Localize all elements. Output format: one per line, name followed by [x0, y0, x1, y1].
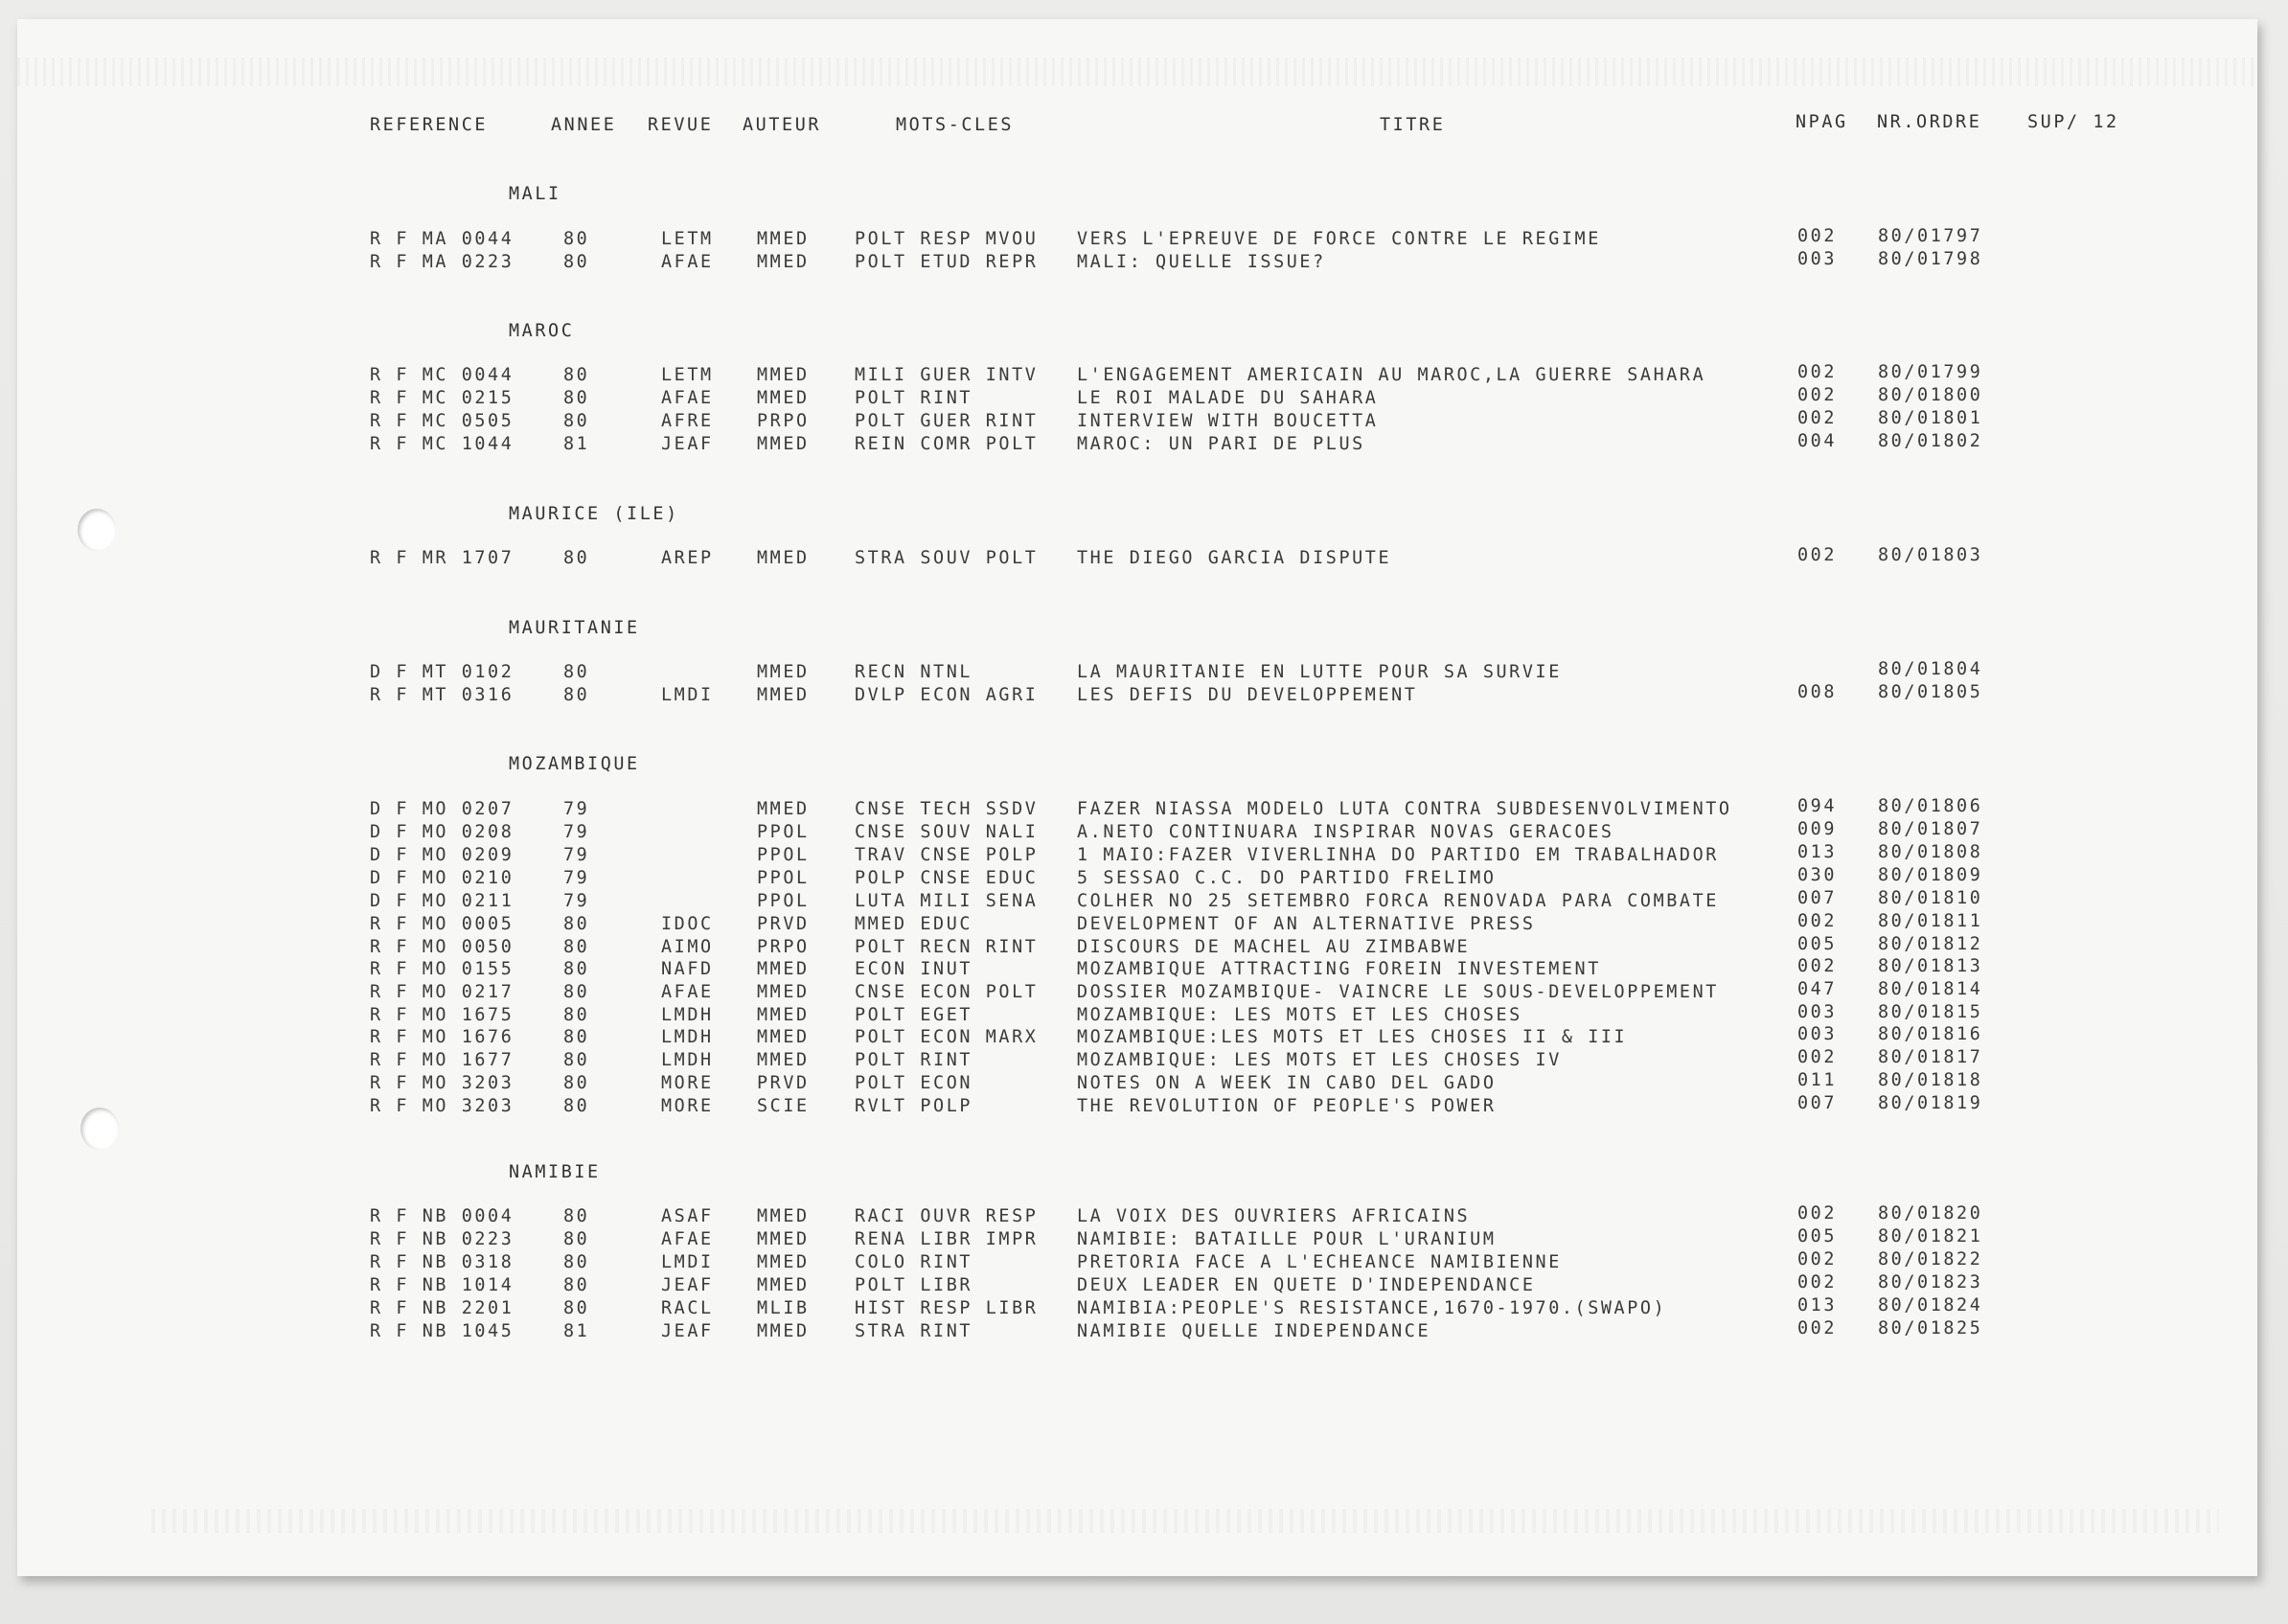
header-nr-ordre: NR.ORDRE	[1877, 112, 1982, 132]
cell-mots-cles: POLT RECN RINT	[855, 937, 1039, 957]
section-heading: NAMIBIE	[509, 1162, 601, 1182]
cell-auteur: MMED	[757, 1005, 810, 1025]
cell-annee: 80	[563, 914, 590, 934]
cell-auteur: MMED	[757, 388, 810, 408]
cell-nr-ordre: 80/01812	[1878, 934, 1983, 954]
cell-titre: LE ROI MALADE DU SAHARA	[1077, 388, 1379, 408]
cell-auteur: MMED	[757, 548, 810, 568]
cell-reference: R F NB 0223	[370, 1229, 515, 1249]
cell-titre: MALI: QUELLE ISSUE?	[1077, 252, 1326, 272]
punch-hole-top	[78, 509, 116, 551]
cell-titre: LA VOIX DES OUVRIERS AFRICAINS	[1077, 1206, 1471, 1226]
cell-nr-ordre: 80/01820	[1878, 1203, 1983, 1224]
cell-revue: ASAF	[661, 1206, 714, 1226]
cell-annee: 80	[563, 1206, 590, 1226]
cell-nr-ordre: 80/01816	[1878, 1024, 1983, 1044]
cell-reference: R F NB 0318	[370, 1252, 515, 1272]
cell-npag: 011	[1797, 1070, 1838, 1090]
cell-npag: 030	[1797, 865, 1838, 885]
cell-reference: R F MA 0044	[370, 229, 515, 249]
cell-nr-ordre: 80/01807	[1878, 819, 1983, 839]
cell-revue: NAFD	[661, 959, 714, 979]
cell-titre: NAMIBIE: BATAILLE POUR L'URANIUM	[1077, 1229, 1497, 1249]
cell-annee: 80	[563, 411, 590, 431]
cell-mots-cles: COLO RINT	[855, 1252, 973, 1272]
cell-npag: 002	[1797, 1272, 1838, 1292]
cell-mots-cles: MMED EDUC	[855, 914, 973, 934]
section-heading: MAURITANIE	[509, 618, 640, 638]
cell-titre: DISCOURS DE MACHEL AU ZIMBABWE	[1077, 937, 1471, 957]
cell-npag: 047	[1797, 979, 1838, 999]
cell-annee: 80	[563, 388, 590, 408]
cell-revue: AIMO	[661, 937, 714, 957]
cell-titre: COLHER NO 25 SETEMBRO FORCA RENOVADA PARA COMBATE	[1077, 891, 1719, 911]
cell-annee: 80	[563, 1027, 590, 1047]
cell-auteur: MMED	[757, 1050, 810, 1070]
cell-mots-cles: HIST RESP LIBR	[855, 1298, 1039, 1318]
cell-auteur: MMED	[757, 662, 810, 682]
cell-reference: R F MA 0223	[370, 252, 515, 272]
cell-nr-ordre: 80/01814	[1878, 979, 1983, 999]
cell-annee: 79	[563, 891, 590, 911]
cell-reference: D F MT 0102	[370, 662, 515, 682]
cell-revue: LMDI	[661, 1252, 714, 1272]
cell-annee: 80	[563, 1252, 590, 1272]
cell-titre: THE REVOLUTION OF PEOPLE'S POWER	[1077, 1096, 1497, 1116]
cell-titre: PRETORIA FACE A L'ECHEANCE NAMIBIENNE	[1077, 1252, 1562, 1272]
cell-nr-ordre: 80/01813	[1878, 956, 1983, 976]
cell-titre: LES DEFIS DU DEVELOPPEMENT	[1077, 685, 1418, 705]
cell-mots-cles: POLT ECON MARX	[855, 1027, 1039, 1047]
cell-revue: MORE	[661, 1096, 714, 1116]
section-heading: MALI	[509, 184, 561, 204]
cell-revue: IDOC	[661, 914, 714, 934]
cell-npag: 002	[1797, 1318, 1838, 1338]
cell-annee: 80	[563, 1050, 590, 1070]
header-reference: REFERENCE	[370, 115, 489, 135]
cell-npag: 003	[1797, 1002, 1838, 1022]
cell-auteur: MMED	[757, 434, 810, 454]
cell-auteur: MMED	[757, 799, 810, 819]
cell-reference: R F MC 0044	[370, 365, 515, 385]
cell-npag: 002	[1797, 956, 1838, 976]
cell-npag: 002	[1797, 1047, 1838, 1067]
cell-reference: R F NB 0004	[370, 1206, 515, 1226]
cell-annee: 80	[563, 982, 590, 1002]
cell-nr-ordre: 80/01825	[1878, 1318, 1983, 1338]
cell-auteur: MMED	[757, 1027, 810, 1047]
cell-auteur: MLIB	[757, 1298, 810, 1318]
cell-reference: D F MO 0209	[370, 845, 515, 865]
cell-mots-cles: MILI GUER INTV	[855, 365, 1039, 385]
cell-auteur: SCIE	[757, 1096, 810, 1116]
cell-annee: 81	[563, 1321, 590, 1341]
cell-nr-ordre: 80/01811	[1878, 911, 1983, 931]
cell-nr-ordre: 80/01823	[1878, 1272, 1983, 1292]
cell-annee: 80	[563, 662, 590, 682]
cell-npag: 002	[1797, 362, 1838, 382]
cell-npag: 002	[1797, 408, 1838, 428]
cell-nr-ordre: 80/01799	[1878, 362, 1983, 382]
cell-npag: 008	[1797, 682, 1838, 702]
punch-hole-bottom	[80, 1108, 119, 1150]
cell-titre: MOZAMBIQUE:LES MOTS ET LES CHOSES II & III	[1077, 1027, 1628, 1047]
cell-titre: THE DIEGO GARCIA DISPUTE	[1077, 548, 1392, 568]
cell-mots-cles: STRA SOUV POLT	[855, 548, 1039, 568]
cell-revue: AFAE	[661, 388, 714, 408]
cell-auteur: PRVD	[757, 1073, 810, 1093]
cell-mots-cles: ECON INUT	[855, 959, 973, 979]
cell-auteur: MMED	[757, 1229, 810, 1249]
cell-titre: A.NETO CONTINUARA INSPIRAR NOVAS GERACOES	[1077, 822, 1614, 842]
cell-reference: R F MO 3203	[370, 1096, 515, 1116]
cell-nr-ordre: 80/01821	[1878, 1226, 1983, 1247]
cell-mots-cles: POLP CNSE EDUC	[855, 868, 1039, 888]
cell-nr-ordre: 80/01804	[1878, 659, 1983, 679]
cell-nr-ordre: 80/01824	[1878, 1295, 1983, 1315]
cell-nr-ordre: 80/01805	[1878, 682, 1983, 702]
cell-npag: 002	[1797, 1203, 1838, 1224]
cell-auteur: MMED	[757, 229, 810, 249]
cell-npag: 013	[1797, 1295, 1838, 1315]
cell-npag: 003	[1797, 249, 1838, 269]
cell-titre: DOSSIER MOZAMBIQUE- VAINCRE LE SOUS-DEVELOPPEMENT	[1077, 982, 1719, 1002]
cell-titre: MAROC: UN PARI DE PLUS	[1077, 434, 1365, 454]
header-auteur: AUTEUR	[743, 115, 822, 135]
cell-annee: 80	[563, 685, 590, 705]
cell-annee: 80	[563, 959, 590, 979]
cell-auteur: PRPO	[757, 411, 810, 431]
cell-mots-cles: POLT ECON	[855, 1073, 973, 1093]
cell-auteur: PRVD	[757, 914, 810, 934]
cell-reference: R F MO 0155	[370, 959, 515, 979]
cell-mots-cles: CNSE ECON POLT	[855, 982, 1039, 1002]
cell-auteur: MMED	[757, 959, 810, 979]
cell-titre: MOZAMBIQUE: LES MOTS ET LES CHOSES	[1077, 1005, 1522, 1025]
cell-annee: 80	[563, 1298, 590, 1318]
cell-npag: 094	[1797, 796, 1838, 816]
cell-reference: R F NB 1014	[370, 1275, 515, 1295]
cell-titre: VERS L'EPREUVE DE FORCE CONTRE LE REGIME	[1077, 229, 1601, 249]
cell-titre: NAMIBIA:PEOPLE'S RESISTANCE,1670-1970.(SWAPO)	[1077, 1298, 1667, 1318]
cell-mots-cles: RVLT POLP	[855, 1096, 973, 1116]
cell-nr-ordre: 80/01809	[1878, 865, 1983, 885]
cell-mots-cles: POLT GUER RINT	[855, 411, 1039, 431]
header-titre: TITRE	[1380, 115, 1446, 135]
cell-mots-cles: STRA RINT	[855, 1321, 973, 1341]
cell-revue: AFAE	[661, 1229, 714, 1249]
section-heading: MOZAMBIQUE	[509, 754, 640, 774]
cell-titre: MOZAMBIQUE ATTRACTING FOREIN INVESTEMENT	[1077, 959, 1601, 979]
cell-annee: 79	[563, 845, 590, 865]
header-annee: ANNEE	[551, 115, 617, 135]
cell-titre: INTERVIEW WITH BOUCETTA	[1077, 411, 1379, 431]
cell-reference: R F MR 1707	[370, 548, 515, 568]
cell-nr-ordre: 80/01798	[1878, 249, 1983, 269]
cell-titre: NAMIBIE QUELLE INDEPENDANCE	[1077, 1321, 1431, 1341]
header-mots-cles: MOTS-CLES	[896, 115, 1015, 135]
cell-mots-cles: POLT EGET	[855, 1005, 973, 1025]
cell-titre: 5 SESSAO C.C. DO PARTIDO FRELIMO	[1077, 868, 1497, 888]
cell-reference: R F MO 0217	[370, 982, 515, 1002]
cell-revue: AFRE	[661, 411, 714, 431]
cell-reference: R F MO 1677	[370, 1050, 515, 1070]
cell-nr-ordre: 80/01817	[1878, 1047, 1983, 1067]
cell-npag: 002	[1797, 545, 1838, 565]
cell-nr-ordre: 80/01819	[1878, 1093, 1983, 1113]
cell-reference: D F MO 0208	[370, 822, 515, 842]
cell-npag: 007	[1797, 1093, 1838, 1113]
cell-annee: 80	[563, 937, 590, 957]
cell-npag: 002	[1797, 1249, 1838, 1269]
cell-revue: LMDH	[661, 1050, 714, 1070]
cell-mots-cles: POLT RINT	[855, 388, 973, 408]
cell-reference: R F MC 0215	[370, 388, 515, 408]
cell-auteur: MMED	[757, 365, 810, 385]
cell-annee: 80	[563, 252, 590, 272]
cell-nr-ordre: 80/01801	[1878, 408, 1983, 428]
cell-npag: 004	[1797, 431, 1838, 451]
cell-annee: 81	[563, 434, 590, 454]
cell-revue: LMDI	[661, 685, 714, 705]
cell-mots-cles: REIN COMR POLT	[855, 434, 1039, 454]
cell-npag: 002	[1797, 226, 1838, 246]
cell-mots-cles: RACI OUVR RESP	[855, 1206, 1039, 1226]
cell-npag: 007	[1797, 888, 1838, 908]
cell-revue: AFAE	[661, 982, 714, 1002]
cell-annee: 80	[563, 229, 590, 249]
cell-mots-cles: LUTA MILI SENA	[855, 891, 1039, 911]
cell-nr-ordre: 80/01822	[1878, 1249, 1983, 1269]
cell-auteur: MMED	[757, 982, 810, 1002]
cell-annee: 80	[563, 1096, 590, 1116]
cell-auteur: MMED	[757, 1252, 810, 1272]
cell-reference: R F MC 1044	[370, 434, 515, 454]
cell-auteur: PPOL	[757, 822, 810, 842]
cell-auteur: PRPO	[757, 937, 810, 957]
cell-mots-cles: POLT LIBR	[855, 1275, 973, 1295]
cell-mots-cles: DVLP ECON AGRI	[855, 685, 1039, 705]
cell-annee: 80	[563, 548, 590, 568]
cell-auteur: PPOL	[757, 845, 810, 865]
cell-annee: 80	[563, 1005, 590, 1025]
cell-annee: 79	[563, 822, 590, 842]
cell-auteur: MMED	[757, 1275, 810, 1295]
cell-revue: JEAF	[661, 1275, 714, 1295]
cell-titre: DEVELOPMENT OF AN ALTERNATIVE PRESS	[1077, 914, 1536, 934]
cell-mots-cles: RECN NTNL	[855, 662, 973, 682]
cell-mots-cles: POLT ETUD REPR	[855, 252, 1039, 272]
cell-revue: RACL	[661, 1298, 714, 1318]
cell-annee: 80	[563, 365, 590, 385]
header-npag: NPAG	[1796, 112, 1848, 132]
cell-npag: 005	[1797, 1226, 1838, 1247]
cell-reference: R F MO 1675	[370, 1005, 515, 1025]
cell-auteur: MMED	[757, 685, 810, 705]
cell-reference: D F MO 0207	[370, 799, 515, 819]
cell-titre: MOZAMBIQUE: LES MOTS ET LES CHOSES IV	[1077, 1050, 1562, 1070]
cell-nr-ordre: 80/01818	[1878, 1070, 1983, 1090]
cell-revue: MORE	[661, 1073, 714, 1093]
section-heading: MAURICE (ILE)	[509, 504, 679, 524]
cell-auteur: MMED	[757, 1321, 810, 1341]
cell-nr-ordre: 80/01803	[1878, 545, 1983, 565]
cell-revue: AFAE	[661, 252, 714, 272]
cell-mots-cles: RENA LIBR IMPR	[855, 1229, 1039, 1249]
cell-auteur: PPOL	[757, 891, 810, 911]
section-heading: MAROC	[509, 321, 575, 341]
cell-titre: L'ENGAGEMENT AMERICAIN AU MAROC,LA GUERRE SAHARA	[1077, 365, 1706, 385]
cell-nr-ordre: 80/01800	[1878, 385, 1983, 405]
cell-mots-cles: CNSE TECH SSDV	[855, 799, 1039, 819]
cell-revue: JEAF	[661, 1321, 714, 1341]
cell-nr-ordre: 80/01806	[1878, 796, 1983, 816]
cell-npag: 013	[1797, 842, 1838, 862]
cell-reference: D F MO 0211	[370, 891, 515, 911]
cell-revue: LETM	[661, 229, 714, 249]
cell-reference: D F MO 0210	[370, 868, 515, 888]
cell-reference: R F NB 1045	[370, 1321, 515, 1341]
cell-reference: R F MO 1676	[370, 1027, 515, 1047]
cell-nr-ordre: 80/01797	[1878, 226, 1983, 246]
cell-nr-ordre: 80/01810	[1878, 888, 1983, 908]
cell-nr-ordre: 80/01815	[1878, 1002, 1983, 1022]
cell-mots-cles: POLT RESP MVOU	[855, 229, 1039, 249]
cell-npag: 005	[1797, 934, 1838, 954]
header-sup: SUP/ 12	[2027, 112, 2119, 132]
cell-reference: R F MT 0316	[370, 685, 515, 705]
cell-auteur: MMED	[757, 252, 810, 272]
cell-reference: R F MC 0505	[370, 411, 515, 431]
cell-mots-cles: POLT RINT	[855, 1050, 973, 1070]
cell-annee: 80	[563, 1229, 590, 1249]
cell-npag: 003	[1797, 1024, 1838, 1044]
cell-mots-cles: TRAV CNSE POLP	[855, 845, 1039, 865]
cell-annee: 80	[563, 1073, 590, 1093]
cell-reference: R F NB 2201	[370, 1298, 515, 1318]
cell-npag: 002	[1797, 911, 1838, 931]
cell-nr-ordre: 80/01808	[1878, 842, 1983, 862]
cell-revue: AREP	[661, 548, 714, 568]
cell-titre: FAZER NIASSA MODELO LUTA CONTRA SUBDESENVOLVIMENTO	[1077, 799, 1732, 819]
cell-auteur: MMED	[757, 1206, 810, 1226]
cell-auteur: PPOL	[757, 868, 810, 888]
cell-revue: LMDH	[661, 1005, 714, 1025]
cell-titre: LA MAURITANIE EN LUTTE POUR SA SURVIE	[1077, 662, 1562, 682]
cell-reference: R F MO 0005	[370, 914, 515, 934]
cell-reference: R F MO 0050	[370, 937, 515, 957]
cell-annee: 80	[563, 1275, 590, 1295]
cell-npag: 002	[1797, 385, 1838, 405]
cell-titre: NOTES ON A WEEK IN CABO DEL GADO	[1077, 1073, 1497, 1093]
cell-npag: 009	[1797, 819, 1838, 839]
cell-titre: DEUX LEADER EN QUETE D'INDEPENDANCE	[1077, 1275, 1536, 1295]
cell-revue: LMDH	[661, 1027, 714, 1047]
cell-revue: LETM	[661, 365, 714, 385]
cell-mots-cles: CNSE SOUV NALI	[855, 822, 1039, 842]
cell-reference: R F MO 3203	[370, 1073, 515, 1093]
header-revue: REVUE	[648, 115, 714, 135]
cell-annee: 79	[563, 799, 590, 819]
cell-nr-ordre: 80/01802	[1878, 431, 1983, 451]
cell-titre: 1 MAIO:FAZER VIVERLINHA DO PARTIDO EM TRABALHADOR	[1077, 845, 1719, 865]
cell-revue: JEAF	[661, 434, 714, 454]
cell-annee: 79	[563, 868, 590, 888]
